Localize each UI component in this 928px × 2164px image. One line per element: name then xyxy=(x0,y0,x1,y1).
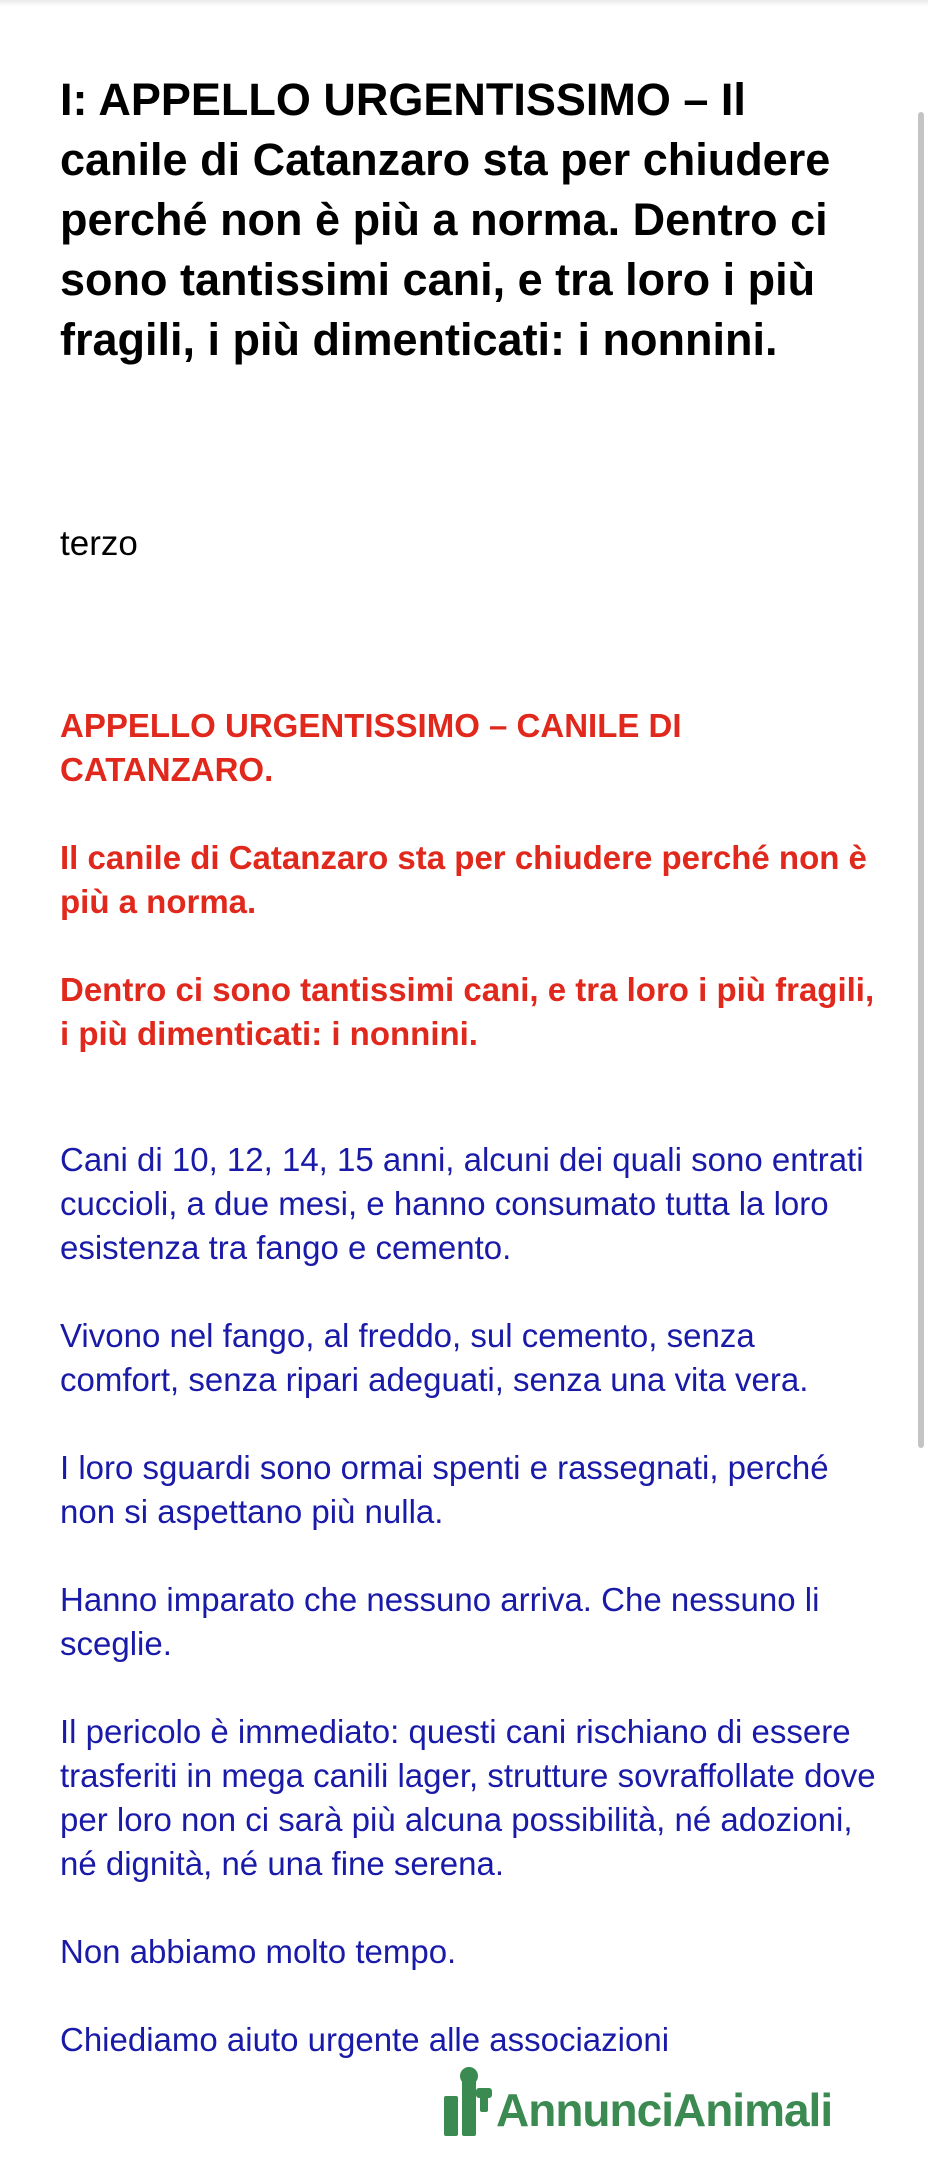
headline-paragraph: APPELLO URGENTISSIMO – CANILE DI CATANZARO. xyxy=(60,707,682,788)
dog-logo-icon xyxy=(440,2066,498,2136)
watermark xyxy=(440,2066,832,2136)
top-bar-shadow xyxy=(0,0,928,6)
headline-paragraph: Dentro ci sono tantissimi cani, e tra loro i più fragili, i più dimenticati: i nonnini. xyxy=(60,971,875,1052)
headline-paragraph: Il canile di Catanzaro sta per chiudere perché non è più a norma. xyxy=(60,839,867,920)
label-text: terzo xyxy=(60,524,138,563)
body-paragraph: Hanno imparato che nessuno arriva. Che nessuno li sceglie. xyxy=(60,1581,820,1662)
scrollbar[interactable] xyxy=(918,112,924,1448)
watermark-text: AnnunciAnimali xyxy=(496,2084,833,2136)
body-paragraph: Il pericolo è immediato: questi cani rischiano di essere trasferiti in mega canili lager, strutture sovraffollate dove per loro non ci sarà più alcuna possibilità, né adozioni, né dignità, né una fine serena. xyxy=(60,1713,876,1882)
article-body xyxy=(60,1138,880,2106)
body-paragraph: Vivono nel fango, al freddo, sul cemento, senza comfort, senza ripari adeguati, senza una vita vera. xyxy=(60,1317,809,1398)
page-title: I: APPELLO URGENTISSIMO – Il canile di Catanzaro sta per chiudere perché non è più a norma. Dentro ci sono tantissimi cani, e tra loro i più fragili, i più dimenticati: i nonnini. xyxy=(60,74,831,365)
body-paragraph: Cani di 10, 12, 14, 15 anni, alcuni dei quali sono entrati cuccioli, a due mesi, e hanno consumato tutta la loro esistenza tra fango e cemento. xyxy=(60,1141,864,1266)
headline-block xyxy=(60,704,880,1100)
article-header xyxy=(60,70,880,370)
body-paragraph: Chiediamo aiuto urgente alle associazioni xyxy=(60,2021,670,2058)
body-paragraph: Non abbiamo molto tempo. xyxy=(60,1933,457,1970)
body-paragraph: I loro sguardi sono ormai spenti e rassegnati, perché non si aspettano più nulla. xyxy=(60,1449,829,1530)
